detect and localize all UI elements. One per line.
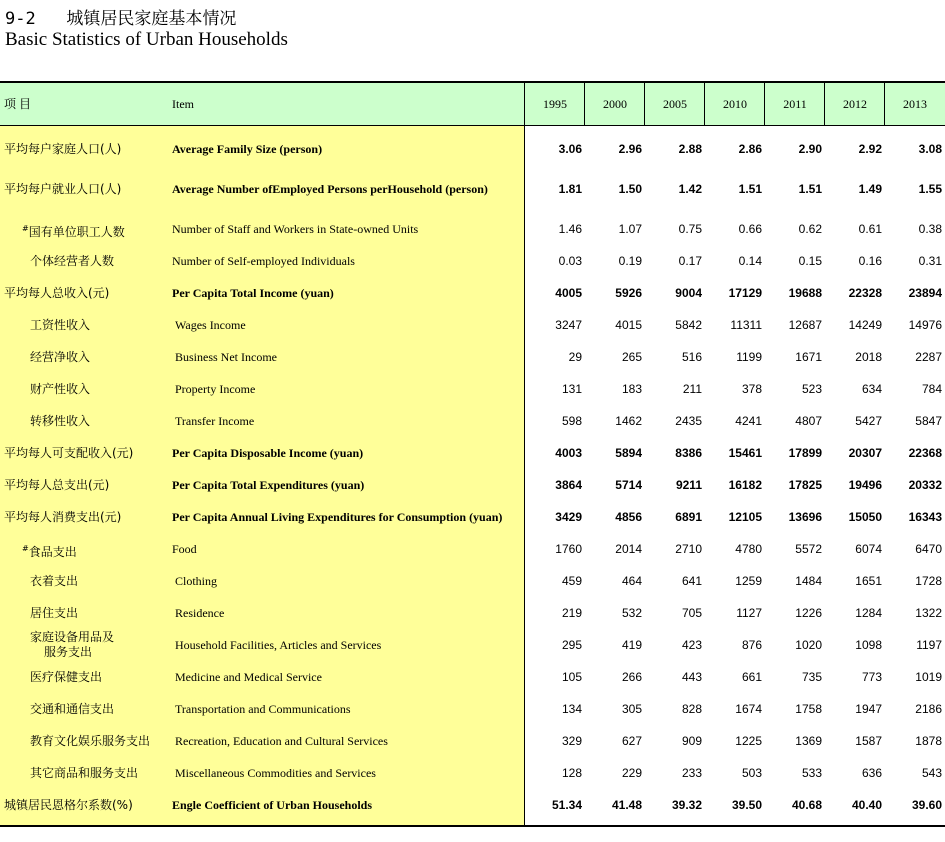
value-cell: 14976 — [908, 318, 942, 332]
value-cell: 266 — [621, 670, 642, 684]
value-cell: 229 — [621, 766, 642, 780]
value-cell: 6891 — [675, 510, 702, 524]
value-cell: 2.96 — [618, 142, 642, 156]
value-cell: 1098 — [855, 638, 882, 652]
row-label-chinese-text: 财产性收入 — [30, 382, 91, 396]
header-year: 2012 — [824, 83, 885, 126]
footnote-mark: # — [22, 224, 29, 233]
value-cell: 1.51 — [738, 182, 762, 196]
table-row — [0, 133, 945, 165]
value-cell: 1484 — [795, 574, 822, 588]
row-label-chinese — [30, 565, 78, 597]
row-label-english: Recreation, Education and Cultural Services — [175, 734, 388, 748]
value-cell: 8386 — [675, 446, 702, 460]
value-cell: 22328 — [848, 286, 882, 300]
value-cell: 5714 — [615, 478, 642, 492]
table-row — [0, 597, 945, 629]
value-cell: 5842 — [675, 318, 702, 332]
value-cell: 1728 — [915, 574, 942, 588]
value-cell: 4807 — [795, 414, 822, 428]
table-row — [0, 277, 945, 309]
value-cell: 1199 — [736, 350, 762, 364]
value-cell: 41.48 — [611, 798, 642, 812]
value-cell: 1671 — [795, 350, 822, 364]
value-cell: 641 — [681, 574, 702, 588]
table-row — [0, 469, 945, 501]
row-label-chinese — [30, 597, 78, 629]
value-cell: 3.08 — [918, 142, 942, 156]
value-cell: 0.75 — [678, 222, 702, 236]
value-cell: 40.40 — [851, 798, 882, 812]
value-cell: 909 — [681, 734, 702, 748]
value-cell: 2287 — [915, 350, 942, 364]
value-cell: 423 — [681, 638, 702, 652]
value-cell: 15050 — [848, 510, 882, 524]
table-row — [0, 173, 945, 205]
value-cell: 1.42 — [678, 182, 702, 196]
value-cell: 51.34 — [551, 798, 582, 812]
value-cell: 265 — [621, 350, 642, 364]
value-cell: 4015 — [615, 318, 642, 332]
row-label-chinese-text: 医疗保健支出 — [30, 670, 103, 684]
row-label-chinese-text: 食品支出 — [28, 545, 77, 559]
value-cell: 39.32 — [671, 798, 702, 812]
row-label-chinese — [22, 533, 77, 565]
row-label-english: Per Capita Disposable Income (yuan) — [172, 446, 364, 460]
table-header-row — [0, 81, 945, 126]
table-row — [0, 629, 945, 661]
row-label-chinese — [30, 405, 90, 437]
table-title-chinese: 9-2 城镇居民家庭基本情况 — [5, 9, 237, 29]
value-cell: 378 — [741, 382, 762, 396]
row-label-chinese-text: 转移性收入 — [30, 414, 91, 428]
value-cell: 443 — [681, 670, 702, 684]
value-cell: 1.50 — [618, 182, 642, 196]
row-label-english: Transportation and Communications — [175, 702, 351, 716]
value-cell: 0.66 — [738, 222, 762, 236]
row-label-english: Miscellaneous Commodities and Services — [175, 766, 376, 780]
table-row — [0, 405, 945, 437]
value-cell: 12687 — [788, 318, 822, 332]
value-cell: 5427 — [855, 414, 882, 428]
value-cell: 6470 — [915, 542, 942, 556]
row-label-chinese-text: 平均每人总收入(元) — [4, 286, 110, 300]
value-cell: 40.68 — [791, 798, 822, 812]
value-cell: 4003 — [555, 446, 582, 460]
value-cell: 4856 — [615, 510, 642, 524]
value-cell: 9004 — [675, 286, 702, 300]
value-cell: 105 — [561, 670, 582, 684]
header-year: 2010 — [704, 83, 765, 126]
value-cell: 1284 — [855, 606, 882, 620]
value-cell: 735 — [801, 670, 822, 684]
row-label-chinese-text: 工资性收入 — [30, 318, 91, 332]
row-label-chinese — [30, 309, 90, 341]
value-cell: 39.60 — [911, 798, 942, 812]
value-cell: 1197 — [916, 638, 942, 652]
value-cell: 523 — [801, 382, 822, 396]
header-year: 2013 — [884, 83, 945, 126]
header-year: 1995 — [524, 83, 585, 126]
header-year: 2011 — [764, 83, 825, 126]
row-label-english: Average Number ofEmployed Persons perHousehold (person) — [172, 182, 488, 196]
value-cell: 20307 — [848, 446, 882, 460]
row-label-chinese — [4, 277, 109, 309]
value-cell: 1.81 — [558, 182, 582, 196]
row-label-chinese — [4, 501, 121, 533]
value-cell: 5572 — [795, 542, 822, 556]
value-cell: 0.38 — [918, 222, 942, 236]
table-row — [0, 309, 945, 341]
value-cell: 705 — [681, 606, 702, 620]
row-label-english: Wages Income — [175, 318, 246, 332]
value-cell: 1651 — [855, 574, 882, 588]
value-cell: 6074 — [855, 542, 882, 556]
value-cell: 329 — [561, 734, 582, 748]
value-cell: 1.49 — [858, 182, 882, 196]
value-cell: 828 — [681, 702, 702, 716]
value-cell: 634 — [861, 382, 882, 396]
value-cell: 2.86 — [738, 142, 762, 156]
value-cell: 17899 — [788, 446, 822, 460]
table-row — [0, 213, 945, 245]
value-cell: 12105 — [728, 510, 762, 524]
row-label-english: Number of Self-employed Individuals — [172, 254, 355, 268]
table-row — [0, 437, 945, 469]
row-label-english: Per Capita Total Expenditures (yuan) — [172, 478, 365, 492]
row-label-chinese — [4, 437, 133, 469]
row-label-english: Property Income — [175, 382, 256, 396]
row-label-chinese-text: 个体经营者人数 — [30, 254, 115, 268]
value-cell: 0.61 — [858, 222, 882, 236]
table-row — [0, 245, 945, 277]
row-label-chinese-text: 平均每人总支出(元) — [4, 478, 110, 492]
value-cell: 661 — [741, 670, 762, 684]
row-label-chinese — [4, 789, 133, 821]
row-label-english: Engle Coefficient of Urban Households — [172, 798, 373, 812]
value-cell: 1.51 — [798, 182, 822, 196]
row-label-chinese-continued: 服务支出 — [44, 645, 93, 659]
value-cell: 3864 — [555, 478, 582, 492]
value-cell: 1019 — [915, 670, 942, 684]
value-cell: 784 — [921, 382, 942, 396]
row-label-english: Number of Staff and Workers in State-owned Units — [172, 222, 419, 236]
value-cell: 1587 — [855, 734, 882, 748]
row-label-chinese — [30, 725, 150, 757]
row-label-chinese — [30, 341, 90, 373]
value-cell: 2.90 — [798, 142, 822, 156]
value-cell: 876 — [741, 638, 762, 652]
value-cell: 5847 — [915, 414, 942, 428]
value-cell: 0.15 — [798, 254, 822, 268]
value-cell: 22368 — [908, 446, 942, 460]
value-cell: 23894 — [908, 286, 942, 300]
row-label-chinese-text: 交通和通信支出 — [30, 702, 115, 716]
value-cell: 4780 — [735, 542, 762, 556]
value-cell: 19496 — [848, 478, 882, 492]
value-cell: 1.55 — [918, 182, 942, 196]
value-cell: 1758 — [795, 702, 822, 716]
value-cell: 2.92 — [858, 142, 882, 156]
row-label-english: Clothing — [175, 574, 218, 588]
value-cell: 29 — [568, 350, 582, 364]
header-year: 2005 — [644, 83, 705, 126]
row-label-chinese — [4, 133, 121, 165]
value-cell: 516 — [681, 350, 702, 364]
value-cell: 2.88 — [678, 142, 702, 156]
value-cell: 0.16 — [858, 254, 882, 268]
value-cell: 1462 — [615, 414, 642, 428]
value-cell: 14249 — [848, 318, 882, 332]
row-label-chinese — [30, 630, 114, 660]
value-cell: 1.07 — [618, 222, 642, 236]
value-cell: 0.19 — [618, 254, 642, 268]
table-row — [0, 789, 945, 821]
value-cell: 295 — [561, 638, 582, 652]
value-cell: 0.14 — [738, 254, 762, 268]
value-cell: 16343 — [908, 510, 942, 524]
table-row — [0, 693, 945, 725]
row-label-english: Business Net Income — [175, 350, 277, 364]
row-label-english: Medicine and Medical Service — [175, 670, 322, 684]
value-cell: 1259 — [735, 574, 762, 588]
value-cell: 17129 — [728, 286, 762, 300]
row-label-chinese-text: 平均每户家庭人口(人) — [4, 142, 122, 156]
value-cell: 1127 — [736, 606, 762, 620]
value-cell: 3429 — [555, 510, 582, 524]
row-label-english: Food — [172, 542, 197, 556]
value-cell: 134 — [561, 702, 582, 716]
row-label-chinese-text: 平均每户就业人口(人) — [4, 182, 122, 196]
row-label-chinese-text: 国有单位职工人数 — [28, 225, 125, 239]
value-cell: 503 — [741, 766, 762, 780]
table-bottom-border — [0, 825, 945, 827]
value-cell: 627 — [621, 734, 642, 748]
value-cell: 543 — [921, 766, 942, 780]
row-label-chinese-text: 经营净收入 — [30, 350, 91, 364]
row-label-chinese-text: 其它商品和服务支出 — [30, 766, 139, 780]
value-cell: 39.50 — [731, 798, 762, 812]
value-cell: 0.03 — [558, 254, 582, 268]
value-cell: 17825 — [788, 478, 822, 492]
value-cell: 219 — [561, 606, 582, 620]
table-row — [0, 565, 945, 597]
row-label-english: Per Capita Annual Living Expenditures for Consumption (yuan) — [172, 510, 503, 524]
value-cell: 2018 — [855, 350, 882, 364]
value-cell: 233 — [681, 766, 702, 780]
value-cell: 5926 — [615, 286, 642, 300]
row-label-english: Household Facilities, Articles and Services — [175, 638, 382, 652]
value-cell: 636 — [861, 766, 882, 780]
row-label-chinese-text: 居住支出 — [30, 606, 79, 620]
row-label-chinese — [30, 245, 114, 277]
row-label-english: Per Capita Total Income (yuan) — [172, 286, 334, 300]
row-label-chinese — [4, 173, 121, 205]
value-cell: 419 — [621, 638, 642, 652]
value-cell: 13696 — [788, 510, 822, 524]
value-cell: 1760 — [555, 542, 582, 556]
value-cell: 3247 — [555, 318, 582, 332]
row-label-english: Residence — [175, 606, 225, 620]
value-cell: 1225 — [735, 734, 762, 748]
row-label-chinese — [4, 469, 109, 501]
value-cell: 128 — [561, 766, 582, 780]
row-label-chinese-text: 教育文化娱乐服务支出 — [30, 734, 151, 748]
row-label-english: Transfer Income — [175, 414, 255, 428]
header-item-chinese: 项 目 — [4, 97, 32, 111]
value-cell: 0.17 — [678, 254, 702, 268]
table-row — [0, 757, 945, 789]
value-cell: 131 — [561, 382, 582, 396]
value-cell: 0.62 — [798, 222, 822, 236]
table-row — [0, 373, 945, 405]
row-label-chinese — [22, 213, 125, 245]
table-row — [0, 501, 945, 533]
footnote-mark: # — [22, 544, 29, 553]
value-cell: 0.31 — [918, 254, 942, 268]
value-cell: 598 — [561, 414, 582, 428]
value-cell: 211 — [682, 382, 702, 396]
header-year: 2000 — [584, 83, 645, 126]
value-cell: 305 — [621, 702, 642, 716]
value-cell: 533 — [801, 766, 822, 780]
value-cell: 1.46 — [558, 222, 582, 236]
header-item-english: Item — [172, 97, 194, 111]
row-label-chinese — [30, 373, 90, 405]
value-cell: 183 — [621, 382, 642, 396]
row-label-english: Average Family Size (person) — [172, 142, 323, 156]
value-cell: 1322 — [915, 606, 942, 620]
value-cell: 464 — [621, 574, 642, 588]
row-label-chinese-text: 平均每人可支配收入(元) — [4, 446, 134, 460]
value-cell: 19688 — [788, 286, 822, 300]
row-label-chinese — [30, 693, 114, 725]
row-label-chinese — [30, 661, 102, 693]
value-cell: 3.06 — [558, 142, 582, 156]
value-cell: 11311 — [730, 318, 762, 332]
row-label-chinese-text: 家庭设备用品及 — [30, 630, 115, 644]
value-cell: 9211 — [675, 478, 702, 492]
row-label-chinese — [30, 757, 138, 789]
value-cell: 15461 — [728, 446, 762, 460]
value-cell: 4241 — [735, 414, 762, 428]
row-label-chinese-text: 城镇居民恩格尔系数(%) — [4, 798, 133, 812]
value-cell: 2014 — [615, 542, 642, 556]
value-cell: 2435 — [675, 414, 702, 428]
table-title-english: Basic Statistics of Urban Households — [5, 29, 288, 50]
value-cell: 4005 — [555, 286, 582, 300]
value-cell: 1878 — [915, 734, 942, 748]
value-cell: 459 — [561, 574, 582, 588]
table-row — [0, 661, 945, 693]
table-row — [0, 533, 945, 565]
value-cell: 1369 — [795, 734, 822, 748]
value-cell: 20332 — [908, 478, 942, 492]
value-cell: 1947 — [855, 702, 882, 716]
value-cell: 1226 — [795, 606, 822, 620]
table-row — [0, 341, 945, 373]
value-cell: 5894 — [615, 446, 642, 460]
row-label-chinese-text: 平均每人消费支出(元) — [4, 510, 122, 524]
value-cell: 773 — [861, 670, 882, 684]
value-cell: 2186 — [915, 702, 942, 716]
value-cell: 2710 — [675, 542, 702, 556]
value-cell: 1020 — [795, 638, 822, 652]
value-cell: 532 — [621, 606, 642, 620]
row-label-chinese-text: 衣着支出 — [30, 574, 79, 588]
table-row — [0, 725, 945, 757]
value-cell: 16182 — [728, 478, 762, 492]
value-cell: 1674 — [735, 702, 762, 716]
